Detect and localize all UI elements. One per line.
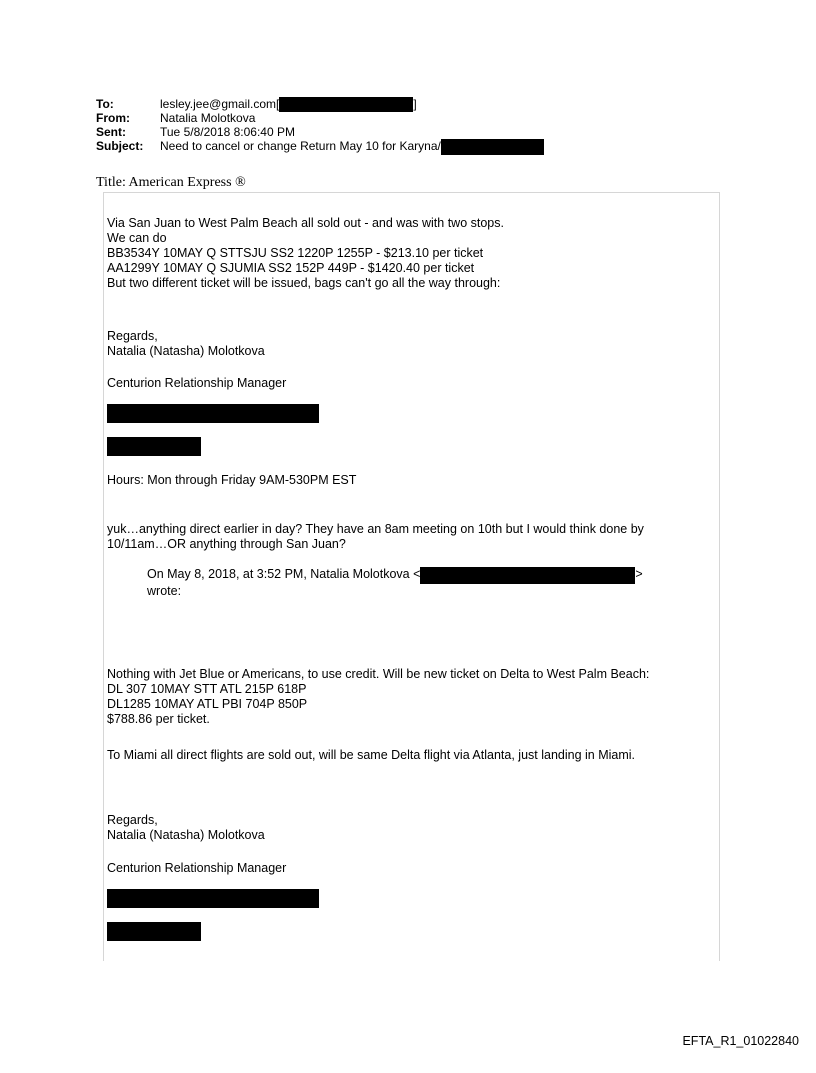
message-title: Title: American Express ® — [96, 175, 246, 190]
redaction-box — [107, 922, 201, 941]
document-id: EFTA_R1_01022840 — [682, 1034, 799, 1048]
to-value: lesley.jee@gmail.com[ — [160, 97, 280, 111]
signature-role-1: Centurion Relationship Manager — [107, 376, 287, 390]
redaction-box — [441, 139, 544, 155]
from-label: From: — [96, 111, 130, 125]
redaction-box — [107, 437, 201, 456]
reply-text: yuk…anything direct earlier in day? They have an 8am meeting on 10th but I would think done by 10/11am…OR anything through San Juan? — [107, 522, 644, 551]
to-suffix: ] — [413, 97, 417, 111]
from-value: Natalia Molotkova — [160, 111, 256, 125]
subject-value: Need to cancel or change Return May 10 for Karyna/ — [160, 139, 441, 153]
body-paragraph-2: Nothing with Jet Blue or Americans, to use credit. Will be new ticket on Delta to West Palm Beach: DL 307 10MAY STT ATL 215P 618P DL1285 10MAY ATL PBI 704P 850P $788.86 per ticket. — [107, 667, 650, 726]
redaction-box — [279, 97, 413, 112]
sent-value: Tue 5/8/2018 8:06:40 PM — [160, 125, 295, 139]
redaction-box — [107, 889, 319, 908]
sent-label: Sent: — [96, 125, 126, 139]
signature-role-2: Centurion Relationship Manager — [107, 861, 287, 875]
office-hours: Hours: Mon through Friday 9AM-530PM EST — [107, 473, 357, 487]
quote-header: On May 8, 2018, at 3:52 PM, Natalia Molotkova < > wrote: — [147, 567, 643, 598]
to-label: To: — [96, 97, 114, 111]
subject-label: Subject: — [96, 139, 144, 153]
body-paragraph-3: To Miami all direct flights are sold out, will be same Delta flight via Atlanta, just landing in Miami. — [107, 748, 636, 762]
redaction-box — [107, 404, 319, 423]
body-paragraph-1: Via San Juan to West Palm Beach all sold out - and was with two stops. We can do BB3534Y 10MAY Q STTSJU SS2 1220P 1255P - $213.10 per ticket AA1299Y 10MAY Q SJUMIA SS2 152P 449P - $1420.40 per ticket But two different ticket will be issued, bags can't go all the way through: — [107, 216, 504, 290]
redaction-box — [420, 567, 635, 584]
signature-1: Regards, Natalia (Natasha) Molotkova — [107, 329, 265, 358]
signature-2: Regards, Natalia (Natasha) Molotkova — [107, 813, 265, 842]
